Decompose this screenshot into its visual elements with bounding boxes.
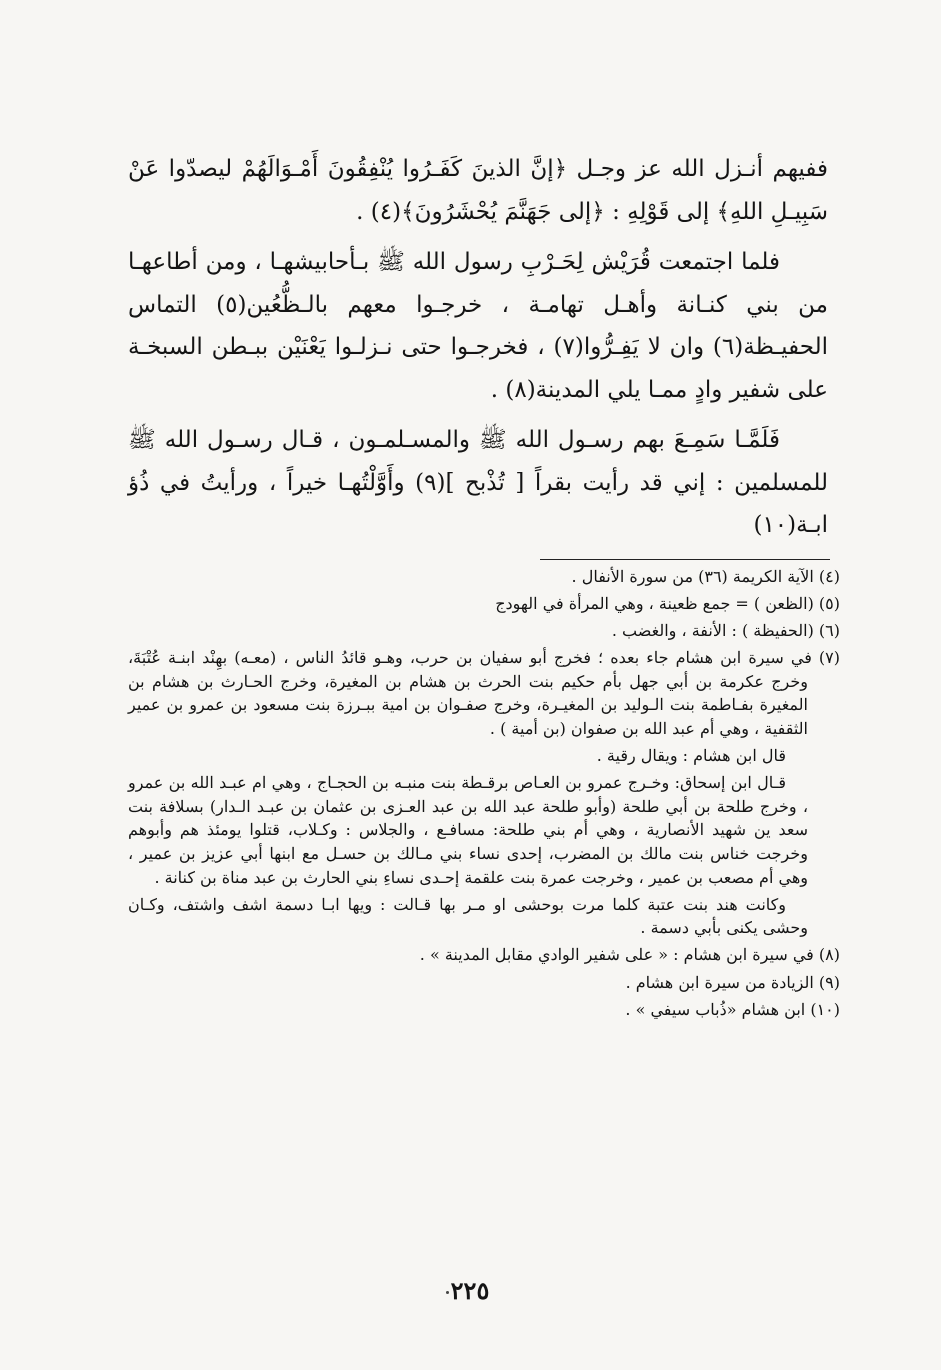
footnotes xyxy=(128,565,840,1025)
footnote-7-continuation-1: قال ابن هشام : ويقال رقية . xyxy=(596,746,786,766)
body-paragraph-3: فَلَمَّـا سَمِـعَ بهم رسـول الله ﷺ والمسـلمـون ، قـال رسـول الله ﷺ للمسلمين : إني قد رأيت بقراً [ تُذْبح ](٩) وأَوَّلْتُهـا خيراً ، ورأيتُ في ذُؤ ابـة(١٠) xyxy=(128,427,828,538)
footnote-4: (٤) الآية الكريمة (٣٦) من سورة الأنفال . xyxy=(571,567,840,586)
footnote-8: (٨) في سيرة ابن هشام : « على شفير الوادي مقابل المدينة » . xyxy=(419,945,840,965)
body-paragraph-2: فلما اجتمعت قُرَيْش لِحَـرْبِ رسول الله ﷺ بـأحابيشهـا ، ومن أطاعهـا من بني كنـانة وأهـل تهامـة ، خرجـوا معهم بالـظُّعُين(٥) التماس الحفيـظة(٦) وان لا يَفِـرُّوا(٧) ، فخرجـوا حتى نـزلـوا يَعْنَيْن ببـطن السبخـة على شفير وادٍ ممـا يلي المدينة(٨) . xyxy=(128,249,828,403)
footnote-9: (٩) الزيادة من سيرة ابن هشام . xyxy=(625,972,840,992)
footnote-7: (٧) في سيرة ابن هشام جاء بعده ؛ فخرج أبو سفيان بن حرب، وهـو قائدُ الناس ، (معـه) بهِنْد ابنـة عُتْبَةَ، وخرج عكرمة بن أبي جهل بأم حكيم بنت الحرث بن هشام بن المغيرة، وخرج الحـارث بن هشام بن المغيرة بفـاطمة بنت الـوليد بن المغيـرة، وخرج صفـوان بن امية ببـرزة بنت مسعود بن عمرو بن عمير الثقفية ، وهي أم عبد الله بن صفوان (بن أمية ) . xyxy=(128,648,841,739)
footnote-separator xyxy=(540,559,830,560)
body-paragraph-1: ففيهم أنـزل الله عز وجـل ﴿إنَّ الذينَ كَفَـرُوا يُنْفِقُونَ أَمْـوَالَهُمْ ليصدّوا عَنْ سَبِيـلِ اللهِ﴾ إلى قَوْلِهِ : ﴿إلى جَهَنَّمَ يُحْشَرُونَ﴾(٤) . xyxy=(128,156,828,225)
footnote-10: (١٠) ابن هشام «ذُباب سيفي » . xyxy=(625,999,840,1019)
footnote-7-continuation-2: قـال ابن إسحاق: وخـرج عمرو بن العـاص برقـطة بنت منبـه بن الحجـاج ، وهي ام عبـد الله بن عمرو ، وخرج طلحة بن أبي طلحة (وأبو طلحة عبد الله بن عبد العـزى بن عثمان بن عبـد الـدار) بسلافة بنت سعد ين شهيد الأنصارية ، وهي أم بني طلحة: مسافـع ، والجلاس : وكـلاب، قتلوا يومئذ هم وأبوهم وخرجت خناس بنت مالك بن المضرب، إحدى نساء بني مـالك بن حسـل مع ابنها أبي عزيز بن عمير ، وهي أم مصعب بن عمير ، وخرجت عمرة بنت علقمة إحـدى نساءِ بني الحارث بن عبد مناة بن كنانة . xyxy=(128,773,809,887)
page-number: ٢٢٥ xyxy=(450,1276,490,1305)
main-text xyxy=(128,148,828,547)
footnote-5: (٥) (الظعن ) = جمع ظعينة ، وهي المرأة في الهودج xyxy=(495,594,840,614)
footnote-7-continuation-3: وكانت هند بنت عتبة كلما مرت بوحشى او مـر بها قـالت : ويها ابـا دسمة اشف واشتف، وكـان وحشى يكنى بأبي دسمة . xyxy=(128,894,808,938)
footnote-6: (٦) (الحفيظة ) : الأنفة ، والغضب . xyxy=(611,621,840,641)
scan-speck xyxy=(446,1291,449,1294)
